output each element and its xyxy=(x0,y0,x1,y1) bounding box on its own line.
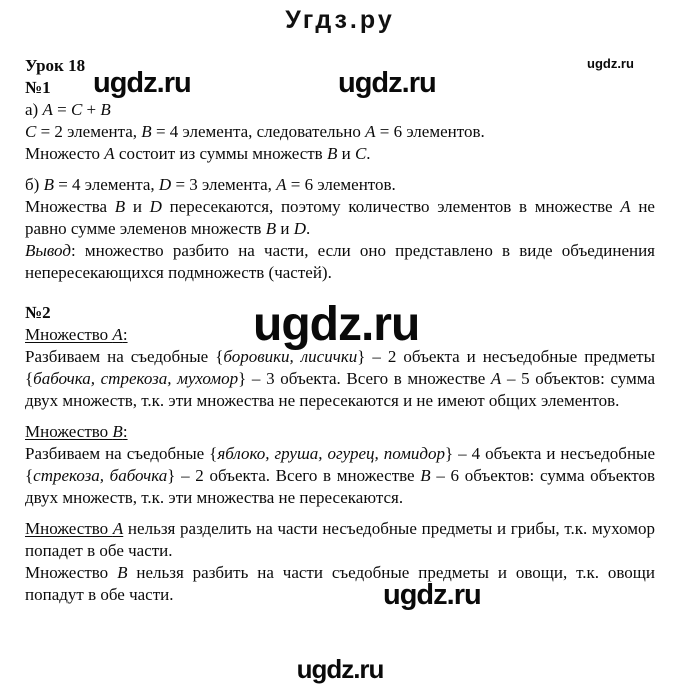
paragraph xyxy=(25,240,655,284)
text-segment: B xyxy=(141,122,152,141)
text-segment: A xyxy=(112,519,124,538)
text-segment: Множество xyxy=(25,563,118,582)
text-segment: боровики, лисички xyxy=(223,347,358,366)
text-segment: B xyxy=(43,175,54,194)
text-segment: A xyxy=(620,197,631,216)
text-segment: B xyxy=(100,100,111,119)
text-segment: = 4 элемента, следовательно xyxy=(151,122,366,141)
text-line xyxy=(25,174,655,196)
text-segment: B xyxy=(326,144,338,163)
paragraph xyxy=(25,443,655,509)
text-segment: а) xyxy=(25,100,43,119)
paragraph xyxy=(25,196,655,240)
text-line xyxy=(25,143,655,165)
text-segment: пересекаются, поэтому количество элементов в множестве xyxy=(161,197,621,216)
text-segment: стрекоза, бабочка xyxy=(33,466,168,485)
text-segment: №2 xyxy=(25,303,51,322)
text-segment: и xyxy=(125,197,150,216)
text-segment: B xyxy=(420,466,431,485)
text-segment: + xyxy=(82,100,101,119)
text-segment: = 4 элемента, xyxy=(53,175,159,194)
text-segment: A xyxy=(42,100,53,119)
text-segment: . xyxy=(305,219,311,238)
section-heading xyxy=(25,421,655,443)
text-segment: и xyxy=(276,219,294,238)
watermark-top-right: ugdz.ru xyxy=(587,56,634,71)
lesson-title xyxy=(25,55,655,77)
text-segment: = 2 элемента, xyxy=(36,122,142,141)
task-number xyxy=(25,302,655,324)
text-segment: Множество xyxy=(25,422,113,441)
text-segment: C xyxy=(70,100,83,119)
text-line xyxy=(25,99,655,121)
text-line xyxy=(25,121,655,143)
text-segment: и xyxy=(337,144,355,163)
text-segment: D xyxy=(158,175,172,194)
text-segment: B xyxy=(265,219,277,238)
watermark-upper-left: ugdz.ru xyxy=(93,67,191,99)
text-segment: = 6 элементов. xyxy=(375,122,485,141)
spacer xyxy=(25,509,655,518)
text-segment: Множество xyxy=(25,519,113,538)
text-segment: нельзя разделить на части несъедобные предметы и грибы, т.к. мухомор попадет в обе части. xyxy=(25,519,656,560)
paragraph xyxy=(25,346,655,412)
text-segment: №1 xyxy=(25,78,51,97)
spacer xyxy=(25,165,655,174)
task-number xyxy=(25,77,655,99)
site-header: Угдз.ру xyxy=(285,6,395,34)
spacer xyxy=(25,284,655,302)
text-segment: Множесто xyxy=(25,144,105,163)
text-segment: не равно сумме элеменов множеств xyxy=(25,197,655,238)
text-segment: . xyxy=(366,144,371,163)
text-segment: Множества xyxy=(25,197,115,216)
text-segment: б) xyxy=(25,175,44,194)
paragraph xyxy=(25,562,655,606)
text-segment: } – 4 объекта и несъедобные { xyxy=(25,444,656,485)
text-segment: } – 2 объекта. Всего в множестве xyxy=(167,466,421,485)
text-segment: C xyxy=(354,144,367,163)
text-segment: яблоко, груша, огурец, помидор xyxy=(217,444,446,463)
text-segment: состоит из суммы множеств xyxy=(114,144,327,163)
spacer xyxy=(25,412,655,421)
watermark-lower: ugdz.ru xyxy=(383,579,481,611)
text-segment: } – 2 объекта и несъедобные предметы { xyxy=(25,347,655,388)
text-segment: Урок 18 xyxy=(25,56,86,75)
text-segment: = xyxy=(52,100,71,119)
text-segment: B xyxy=(114,197,126,216)
text-segment: = 3 элемента, xyxy=(171,175,277,194)
text-segment: – 6 объектов: сумма объектов двух множеств, т.к. эти множества не пересекаются. xyxy=(25,466,656,507)
text-segment: : xyxy=(122,422,128,441)
text-segment: Вывод xyxy=(25,241,71,260)
text-segment: A xyxy=(104,144,115,163)
text-segment: C xyxy=(25,122,37,141)
text-segment: Множество xyxy=(25,325,113,344)
section-heading xyxy=(25,324,655,346)
text-segment: B xyxy=(117,563,128,582)
text-blocks xyxy=(25,55,655,606)
text-segment: A xyxy=(276,175,287,194)
text-segment: D xyxy=(293,219,306,238)
paragraph xyxy=(25,518,655,562)
text-segment: – 5 объектов: сумма двух множеств, т.к. эти множества не пересекаются и не имеют общих элементов. xyxy=(25,369,655,410)
text-segment: : множество разбито на части, если оно представлено в виде объединения непересекающихся подмножеств (частей). xyxy=(25,241,655,282)
text-segment: = 6 элементов. xyxy=(286,175,396,194)
text-segment: Разбиваем на съедобные { xyxy=(25,444,218,463)
text-segment: B xyxy=(112,422,123,441)
text-segment: } – 3 объекта. Всего в множестве xyxy=(238,369,491,388)
text-segment: A xyxy=(365,122,376,141)
text-segment: бабочка, стрекоза, мухомор xyxy=(33,369,239,388)
text-segment: A xyxy=(490,369,502,388)
watermark-upper-center: ugdz.ru xyxy=(338,67,436,99)
watermark-footer: ugdz.ru xyxy=(296,654,384,684)
text-segment: A xyxy=(112,325,123,344)
text-segment: нельзя разбить на части съедобные предметы и овощи, т.к. овощи попадут в обе части. xyxy=(25,563,655,604)
text-segment: D xyxy=(149,197,162,216)
text-segment: : xyxy=(122,325,128,344)
text-segment: Разбиваем на съедобные { xyxy=(25,347,224,366)
watermark-middle: ugdz.ru xyxy=(253,298,420,351)
